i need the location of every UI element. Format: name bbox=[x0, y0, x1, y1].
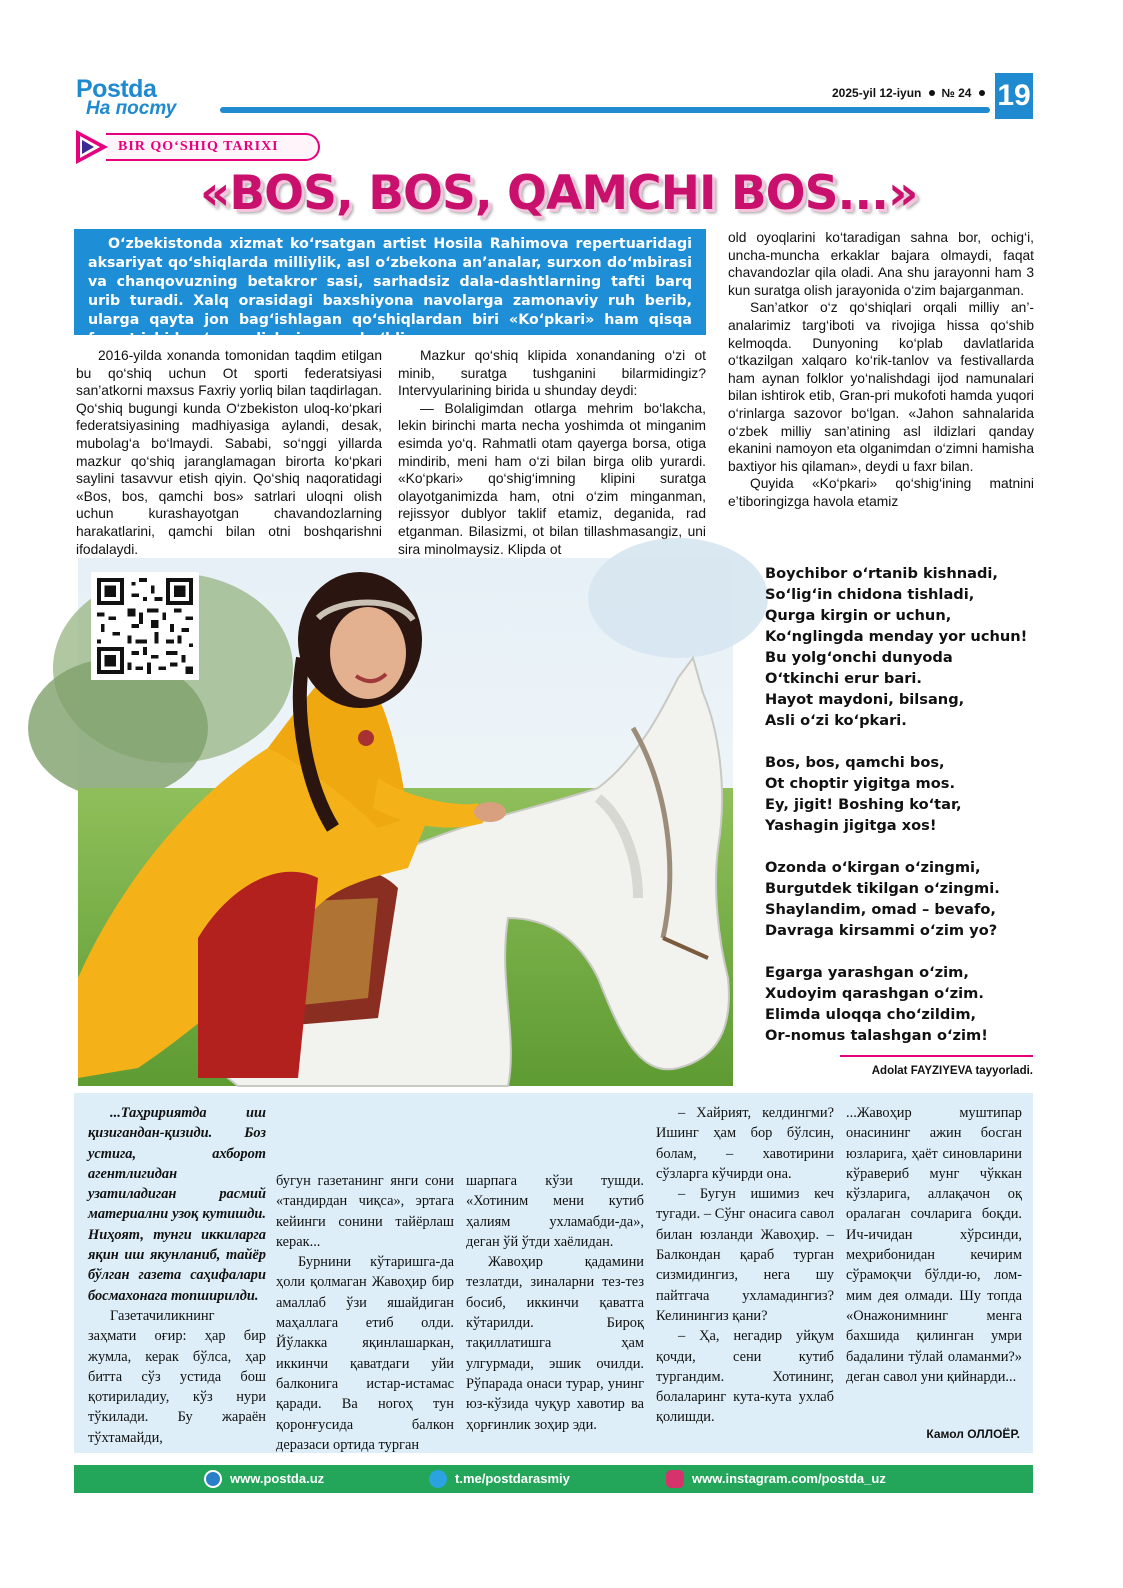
poem-line: Bos, bos, qamchi bos, bbox=[765, 754, 945, 771]
poem-stanza bbox=[765, 857, 1037, 941]
author-rule bbox=[840, 1055, 1033, 1057]
poem-line: Ozonda o‘kirgan o‘zingmi, bbox=[765, 859, 981, 876]
issue-info bbox=[832, 86, 991, 100]
poem-line: Egarga yarashgan o‘zim, bbox=[765, 964, 969, 981]
story-paragraph: бугун газетанинг янги сони «тандирдан чиқса», эртага кейинги сонини тайёрлаш керак... bbox=[276, 1173, 454, 1250]
poem-line: Or-nomus talashgan o‘zim! bbox=[765, 1027, 988, 1044]
header-rule bbox=[220, 107, 990, 113]
issue-date: 2025-yil 12-iyun bbox=[832, 86, 922, 100]
poem-stanza bbox=[765, 752, 1037, 836]
article-paragraph: Quyida «Ko‘pkari» qo‘shig‘ining matnini e’tiboringizga havola etamiz bbox=[728, 476, 1034, 509]
separator-dot bbox=[979, 90, 985, 96]
poem-stanza bbox=[765, 962, 1037, 1046]
poem-line: Shaylandim, omad – bevafo, bbox=[765, 901, 996, 918]
issue-number: № 24 bbox=[941, 86, 972, 100]
story-column-3 bbox=[466, 1171, 644, 1435]
story-author: Камол ОЛЛОЁР. bbox=[926, 1427, 1020, 1441]
logo-line1: Postda bbox=[76, 75, 157, 103]
article-paragraph: — Bolaligimdan otlarga mehrim bo‘lakcha, lekin birinchi marta necha yoshimda ot minganim esimda yo‘q. Rahmatli otam qayerga borsa, otiga mindirib, meni ham o‘zi bilan birga olib yurardi. «Ko‘pkari» qo‘shig‘imning klipini suratga olayotganimizda ham, otni o‘zim minganman, rejissyor dublyor taklif etamiz, deganida, rad etganman. Bilasizmi, ot bilan tillashmasangiz, uni sira minolmaysiz. Klipda ot bbox=[398, 400, 706, 557]
song-lyrics bbox=[765, 563, 1037, 1067]
instagram-icon bbox=[666, 1470, 684, 1488]
newspaper-logo bbox=[76, 76, 206, 120]
poem-line: Boychibor o‘rtanib kishnadi, bbox=[765, 565, 998, 582]
story-paragraph: Бурнини кўтаришга-да ҳоли қолмаган Жавоҳир бир амаллаб ўзи яшайдиган маҳаллага етиб олди. Йўлакка яқинлашаркан, иккинчи қаватдаги уйи балконига истар-истамас қаради. Ва ногоҳ тун қоронғусида балкон деразаси ортида турган bbox=[276, 1254, 454, 1453]
article-paragraph: San’atkor o‘z qo‘shiqlari orqali milliy an’-analarimiz targ‘iboti va rivojiga hissa qo‘shib kelmoqda. Dunyoning ko‘plab davlatlarida o‘tkazilgan xalqaro ko‘rik-tanlov va festivallarda ham aynan folklor yo‘nalishdagi ijod namunalari bilan ishtirok etib, Gran-pri mukofoti hamda yuqori o‘rinlarga sazovor bo‘lgan. «Jahon sahnalarida o‘zbek milliy san’atining asl ildizlari qanday ekanini namoyon eta olganimdan o‘zimni hamisha baxtiyor his qilaman», deydi u faxr bilan. bbox=[728, 300, 1034, 474]
poem-stanza bbox=[765, 563, 1037, 731]
poem-line: Ko‘nglingda menday yor uchun! bbox=[765, 628, 1028, 645]
poem-line: Bu yolg‘onchi dunyoda bbox=[765, 649, 953, 666]
poem-line: Ey, jigit! Boshing ko‘tar, bbox=[765, 796, 962, 813]
telegram-link[interactable]: t.me/postdarasmiy bbox=[455, 1471, 570, 1486]
poem-line: O‘tkinchi erur bari. bbox=[765, 670, 922, 687]
poem-line: Qurga kirgin or uchun, bbox=[765, 607, 952, 624]
globe-icon bbox=[204, 1470, 222, 1488]
poem-line: Asli o‘zi ko‘pkari. bbox=[765, 712, 907, 729]
article-paragraph: Mazkur qo‘shiq klipida xonandaning o‘zi ot minib, suratga tushganini bilarmidingiz? Intervyularining birida u shunday deydi: bbox=[398, 348, 706, 399]
story-column-4 bbox=[656, 1103, 834, 1428]
article-headline: «BOS, BOS, QAMCHI BOS...» bbox=[200, 166, 918, 221]
story-paragraph: ...Жавоҳир муштипар онасининг ажин босган юзларига, ҳаёт синовларини кўравериб мунг чўккан кўзларига, аллақачон оқ оралаган сочларига боқди. Ич-ичидан хўрсинди, меҳрибонидан кечирим сўрамоқчи бўлди-ю, лом-мим дея олмади. Шу топда «Онажонимнинг менга бахшида қилинган умри бадалини тўлай оламанми?» деган савол уни қийнарди... bbox=[846, 1105, 1022, 1385]
poem-line: Davraga kirsammi o‘zim yo? bbox=[765, 922, 998, 939]
story-paragraph: – Бугун ишимиз кеч тугади. – Сўнг онасига савол билан юзланди Жавоҳир. – Балкондан қараб турган сизмидингиз, нега шу пайтгача ухламадингиз? Келинингиз қани? bbox=[656, 1186, 834, 1324]
rubric-text: BIR QO‘SHIQ TARIXI bbox=[118, 139, 279, 154]
rubric-arrow-core bbox=[82, 140, 94, 154]
qr-code-icon bbox=[97, 578, 193, 674]
story-paragraph: – Хайрият, келдингми? Ишинг ҳам бор бўлсин, болам, – хавотирини сўзларга кўчирди она. bbox=[656, 1105, 834, 1182]
poem-line: Elimda uloqqa cho‘zildim, bbox=[765, 1006, 977, 1023]
poem-line: Hayot maydoni, bilsang, bbox=[765, 691, 965, 708]
article-paragraph: old oyoqlarini ko‘taradigan sahna bor, ochig‘i, uncha-muncha erkaklar bajara olmaydi, faqat chavandozlar qila oladi. Ana shu jarayonni ham 3 kun suratga olish jarayonida o‘zim bajarganman. bbox=[728, 230, 1034, 298]
story-paragraph: – Ҳа, негадир уйқум қочди, сени кутиб тургандим. Хотининг, болаларинг кута-кута ухлаб қолишди. bbox=[656, 1328, 834, 1426]
poem-line: Ot choptir yigitga mos. bbox=[765, 775, 956, 792]
article-column-3 bbox=[728, 229, 1034, 511]
story-column-2 bbox=[276, 1171, 454, 1455]
poem-line: Yashagin jigitga xos! bbox=[765, 817, 937, 834]
qr-code[interactable] bbox=[91, 572, 199, 680]
article-paragraph: 2016-yilda xonanda tomonidan taqdim etilgan bu qo‘shiq uchun Ot sporti federatsiyasi san’atkorni maxsus Faxriy yorliq bilan taqdirlagan. Qo‘shiq bugungi kunda O‘zbekiston uloq-ko‘pkari federatsiyasining madhiyasiga aylandi, desak, mubolag‘a bo‘lmaydi. Sababi, so‘nggi yillarda mazkur qo‘shiq jaranglamagan birorta ko‘pkari saylini tasavvur etish qiyin. Qo‘shiq naqoratidagi «Bos, bos, qamchi bos» satrlari uloqni olish uchun kurashayotgan chavandozlarning harakatlarini, qamchi bilan otni boshqarishni ifodalaydi. bbox=[76, 348, 382, 557]
story-paragraph: Газетачиликнинг заҳмати оғир: ҳар бир жумла, керак бўлса, ҳар битта сўз устида бош қотириладиy, кўз нури тўкилади. Бу жараён тўхтамайди, bbox=[88, 1307, 266, 1446]
rubric-label bbox=[76, 130, 320, 164]
story-column-5 bbox=[846, 1103, 1022, 1387]
poem-line: Burgutdek tikilgan o‘zingmi. bbox=[765, 880, 1000, 897]
instagram-link[interactable]: www.instagram.com/postda_uz bbox=[692, 1471, 886, 1486]
footer-website[interactable] bbox=[204, 1470, 324, 1488]
footer-telegram[interactable] bbox=[429, 1470, 570, 1488]
story-paragraph: шарпага кўзи тушди. «Хотиним мени кутиб ҳалиям ухламабди-да», деган ўй ўтди хаёлидан. bbox=[466, 1173, 644, 1250]
article-lead: O‘zbekistonda xizmat ko‘rsatgan artist Hosila Rahimova repertuaridagi aksariyat qo‘shiqlarda milliylik, asl o‘zbekona an’analar, surxon do‘mbirasi va chanqovuzning betakror sasi, sarhadsiz dala-dashtlarning tafti barq urib turadi. Xalq orasidagi baxshiyona navolarga zamonaviy ruh berib, ularga qayta jon bag‘ishlagan qo‘shiqlardan biri «Ko‘pkari» ham qisqa fursat ichida o‘z muxlislariga ega bo‘ldi. bbox=[74, 229, 706, 335]
footer-bar bbox=[74, 1465, 1033, 1493]
article-column-1 bbox=[76, 347, 382, 558]
story-paragraph: Жавоҳир қадамини тезлатди, зиналарни тез-тез босиб, иккинчи қаватга кўтарилди. Бироқ тақиллатишга ҳам улгурмади, эшик очилди. Рўпарада онаси турар, унинг юз-кўзида чуқур хавотир ва ҳорғинлик зоҳир эди. bbox=[466, 1254, 644, 1433]
article-column-2 bbox=[398, 347, 706, 558]
story-column-1 bbox=[88, 1103, 266, 1448]
telegram-icon bbox=[429, 1470, 447, 1488]
page-number: 19 bbox=[995, 73, 1033, 119]
poem-line: Xudoyim qarashgan o‘zim. bbox=[765, 985, 984, 1002]
story-intro: ...Таҳририятда иш қизигандан-қизиди. Боз устига, ахборот агентлигидан узатиладиган расмий материални узоқ кутишди. Ниҳоят, тунги иккиларга яқин иш якунланиб, тайёр бўлган газета саҳифалари босмахонага топширилди. bbox=[88, 1105, 266, 1304]
website-link[interactable]: www.postda.uz bbox=[230, 1471, 325, 1486]
separator-dot bbox=[929, 90, 935, 96]
footer-instagram[interactable] bbox=[666, 1470, 886, 1488]
poem-line: So‘lig‘in chidona tishladi, bbox=[765, 586, 975, 603]
logo-line2: На посту bbox=[86, 98, 177, 119]
article-author: Adolat FAYZIYEVA tayyorladi. bbox=[871, 1065, 1033, 1077]
